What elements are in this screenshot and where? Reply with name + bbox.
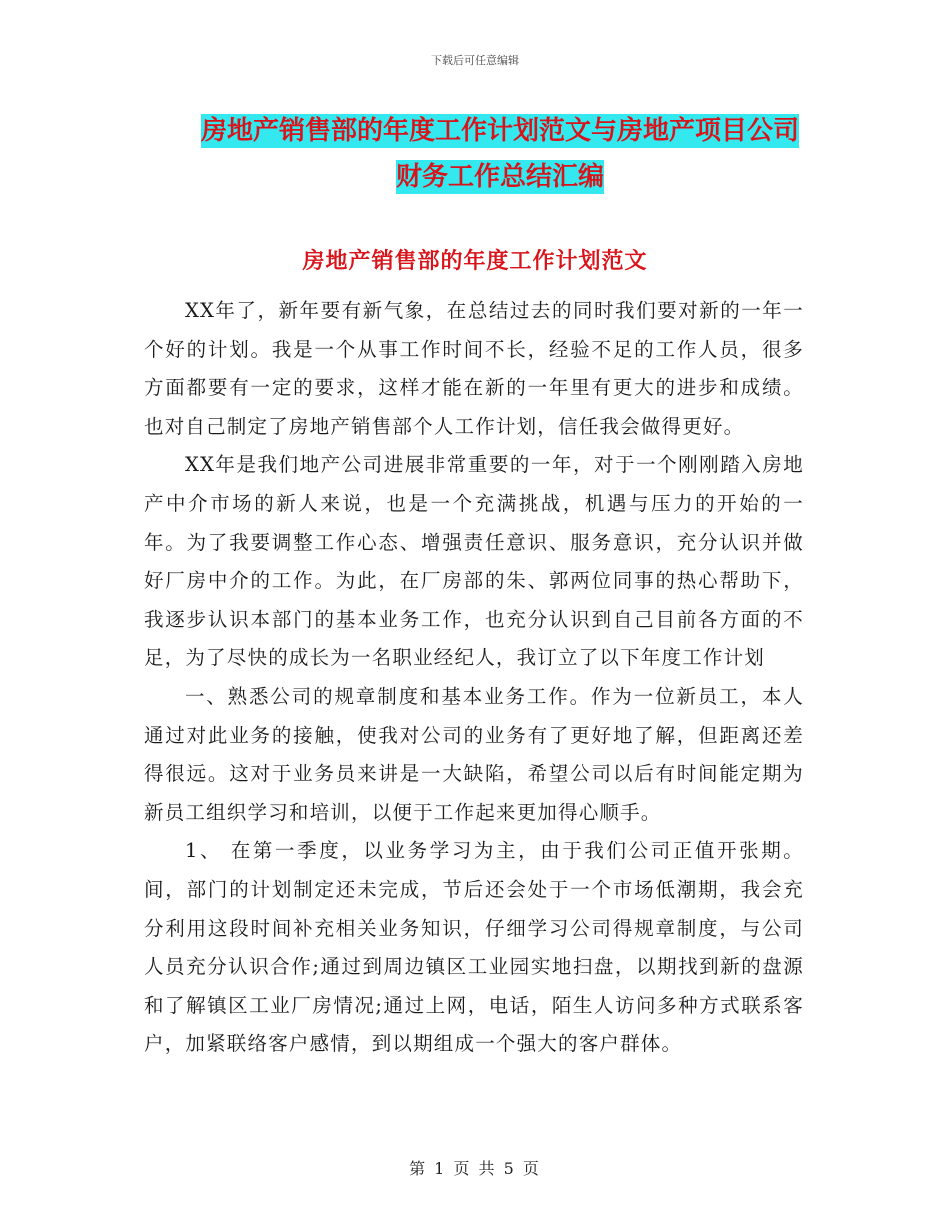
paragraph-1: XX年了，新年要有新气象，在总结过去的同时我们要对新的一年一个好的计划。我是一个从事工作时间不长，经验不足的工作人员，很多方面都要有一定的要求，这样才能在新的一年里有更大的进步和成绩。也对自己制定了房地产销售部个人工作计划，信任我会做得更好。 <box>144 299 804 438</box>
paragraph-2: XX年是我们地产公司进展非常重要的一年，对于一个刚刚踏入房地产中介市场的新人来说，也是一个充满挑战，机遇与压力的开始的一年。为了我要调整工作心态、增强责任意识、服务意识，充分认识并做好厂房中介的工作。为此，在厂房部的朱、郭两位同事的热心帮助下，我逐步认识本部门的基本业务工作，也充分认识到自己目前各方面的不足，为了尽快的成长为一名职业经纪人，我订立了以下年度工作计划 <box>144 453 804 670</box>
paragraph-4: 1、 在第一季度，以业务学习为主，由于我们公司正值开张期。间，部门的计划制定还未完成，节后还会处于一个市场低潮期，我会充分利用这段时间补充相关业务知识，仔细学习公司得规章制度，与公司人员充分认识合作;通过到周边镇区工业园实地扫盘，以期找到新的盘源和了解镇区工业厂房情况;通过上网，电话，陌生人访问多种方式联系客户，加紧联络客户感情，到以期组成一个强大的客户群体。 <box>144 839 804 1056</box>
section-title: 房地产销售部的年度工作计划范文 <box>302 249 648 274</box>
paragraph-3: 一、熟悉公司的规章制度和基本业务工作。作为一位新员工，本人通过对此业务的接触，使我对公司的业务有了更好地了解，但距离还差得很远。这对于业务员来讲是一大缺陷，希望公司以后有时间能定期为新员工组织学习和培训，以便于工作起来更加得心顺手。 <box>144 684 804 824</box>
title-line-2: 财务工作总结汇编 <box>395 162 604 192</box>
header-note: 下载后可任意编辑 <box>431 54 519 67</box>
page-footer: 第 1 页 共 5 页 <box>409 1159 541 1178</box>
body-text <box>144 292 804 1064</box>
document-title <box>140 108 860 200</box>
title-line-1: 房地产销售部的年度工作计划范文与房地产项目公司 <box>200 116 799 146</box>
